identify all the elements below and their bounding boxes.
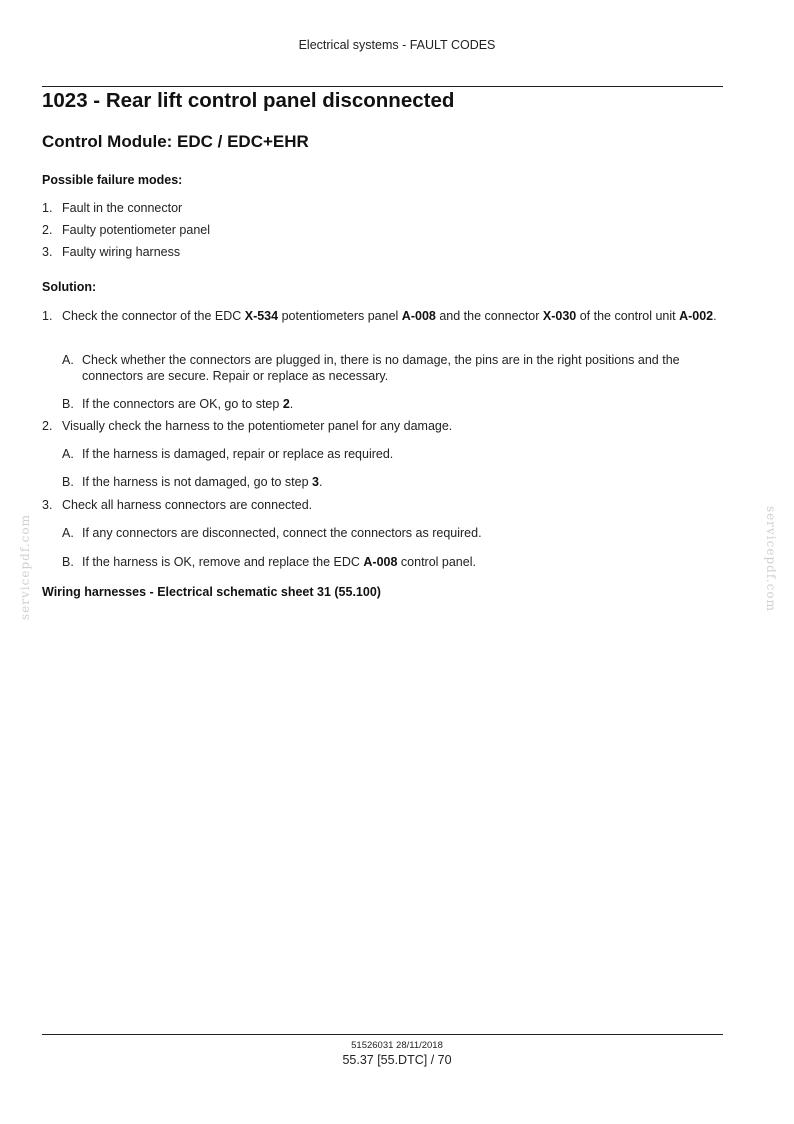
footer-rule <box>42 1034 723 1035</box>
substep-letter: A. <box>62 353 74 367</box>
watermark-left: servicepdf.com <box>17 514 32 620</box>
failure-modes-heading: Possible failure modes: <box>42 173 183 187</box>
list-item-number: 3. <box>42 245 53 259</box>
solution-heading: Solution: <box>42 280 97 294</box>
list-item-number: 1. <box>42 201 53 215</box>
step-number: 3. <box>42 498 53 512</box>
substep-text: If the connectors are OK, go to step 2. <box>82 397 294 411</box>
control-module-subtitle: Control Module: EDC / EDC+EHR <box>42 132 309 151</box>
component-code: A-002 <box>679 309 714 323</box>
connector-code: X-030 <box>542 309 577 323</box>
step-reference: 2 <box>282 397 290 411</box>
connector-code: X-534 <box>244 309 279 323</box>
step-text: Check the connector of the EDC X-534 potentiometers panel A-008 and the connector X-030 of the control unit A-002. <box>62 309 717 323</box>
component-code: A-008 <box>401 309 436 323</box>
substep-text: If the harness is not damaged, go to step 3. <box>82 475 323 489</box>
schematic-reference-link[interactable]: Wiring harnesses - Electrical schematic sheet 31 (55.100) <box>42 585 381 599</box>
list-item-number: 2. <box>42 223 53 237</box>
step-number: 1. <box>42 309 53 323</box>
list-item-text: Fault in the connector <box>62 201 183 215</box>
watermark-right: servicepdf.com <box>763 506 778 612</box>
footer-page-number: 55.37 [55.DTC] / 70 <box>342 1053 452 1067</box>
substep-letter: A. <box>62 526 74 540</box>
page-title: 1023 - Rear lift control panel disconnected <box>42 89 455 112</box>
component-code: A-008 <box>363 555 398 569</box>
list-item-text: Faulty wiring harness <box>62 245 181 259</box>
header-rule <box>42 86 723 87</box>
step-text: Check all harness connectors are connected. <box>62 498 313 512</box>
step-reference: 3 <box>312 475 319 489</box>
substep-text: Check whether the connectors are plugged in, there is no damage, the pins are in the right positions and the connectors are secure. Repair or replace as necessary. <box>82 353 680 383</box>
substep-letter: A. <box>62 447 74 461</box>
substep-letter: B. <box>62 397 74 411</box>
step-number: 2. <box>42 419 53 433</box>
footer-document-reference: 51526031 28/11/2018 <box>351 1040 443 1051</box>
list-item-text: Faulty potentiometer panel <box>62 223 211 237</box>
substep-letter: B. <box>62 555 74 569</box>
substep-text: If the harness is OK, remove and replace the EDC A-008 control panel. <box>82 555 476 569</box>
substep-text: If the harness is damaged, repair or replace as required. <box>82 447 394 461</box>
substep-letter: B. <box>62 475 74 489</box>
substep-text: If any connectors are disconnected, connect the connectors as required. <box>82 526 482 540</box>
step-text: Visually check the harness to the potentiometer panel for any damage. <box>62 419 453 433</box>
running-header: Electrical systems - FAULT CODES <box>298 38 496 52</box>
